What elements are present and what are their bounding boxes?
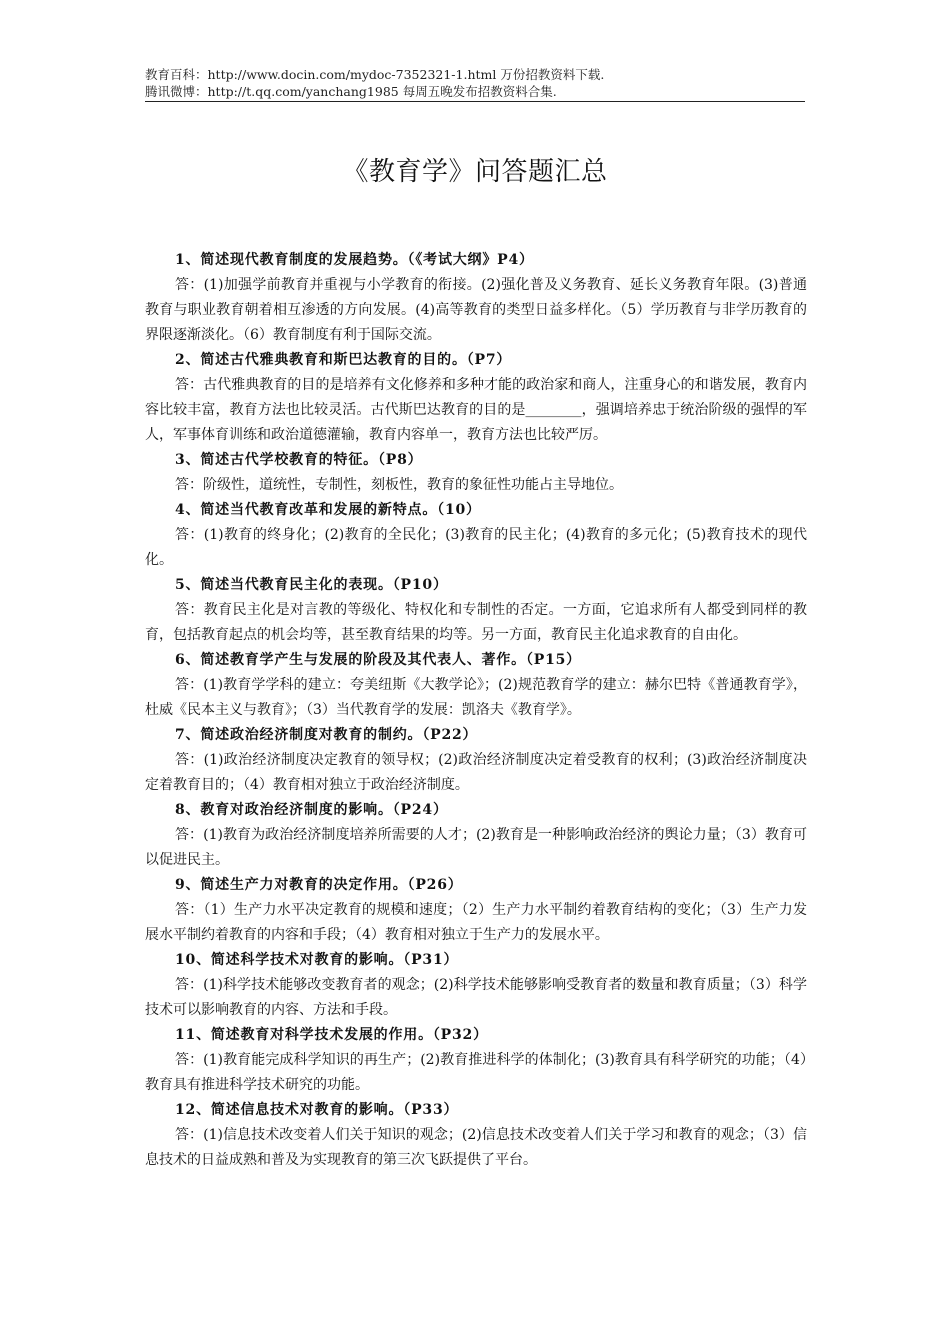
qa-item (145, 573, 807, 648)
answer-text: 答：(1)教育能完成科学知识的再生产；(2)教育推进科学的体制化；(3)教育具有科学研究的功能；（4）教育具有推进科学技术研究的功能。 (145, 1052, 807, 1093)
qa-item (145, 723, 807, 798)
qa-item (145, 648, 807, 723)
qa-item (145, 498, 807, 573)
header-line-docin: 教育百科：http://www.docin.com/mydoc-7352321-1.html 万份招教资料下载. (145, 67, 605, 82)
question-heading: 9、简述生产力对教育的决定作用。（P26） (175, 877, 463, 893)
question-heading: 11、简述教育对科学技术发展的作用。（P32） (175, 1027, 488, 1043)
qa-item (145, 248, 807, 348)
answer-text: 答：教育民主化是对言教的等级化、特权化和专制性的否定。一方面，它追求所有人都受到同样的教育，包括教育起点的机会均等，甚至教育结果的均等。另一方面，教育民主化追求教育的自由化。 (145, 602, 807, 643)
question-heading: 2、简述古代雅典教育和斯巴达教育的目的。（P7） (175, 352, 512, 368)
answer-text: 答：（1）生产力水平决定教育的规模和速度；（2）生产力水平制约着教育结构的变化；（3）生产力发展水平制约着教育的内容和手段；（4）教育相对独立于生产力的发展水平。 (145, 902, 807, 943)
qa-item (145, 1023, 807, 1098)
question-heading: 8、教育对政治经济制度的影响。（P24） (175, 802, 448, 818)
question-heading: 1、简述现代教育制度的发展趋势。（《考试大纲》P4） (175, 252, 534, 268)
question-heading: 7、简述政治经济制度对教育的制约。（P22） (175, 727, 478, 743)
question-heading: 12、简述信息技术对教育的影响。（P33） (175, 1102, 459, 1118)
page-title: 《教育学》问答题汇总 (342, 157, 608, 187)
qa-item (145, 798, 807, 873)
answer-text: 答：(1)加强学前教育并重视与小学教育的衔接。(2)强化普及义务教育、延长义务教育年限。(3)普通教育与职业教育朝着相互渗透的方向发展。(4)高等教育的类型日益多样化。（5）学历教育与非学历教育的界限逐渐淡化。（6）教育制度有利于国际交流。 (145, 277, 807, 343)
answer-text: 答：(1)科学技术能够改变教育者的观念；(2)科学技术能够影响受教育者的数量和教育质量；（3）科学技术可以影响教育的内容、方法和手段。 (145, 977, 807, 1018)
qa-item (145, 948, 807, 1023)
answer-text: 答：(1)教育学学科的建立：夸美纽斯《大教学论》；(2)规范教育学的建立：赫尔巴特《普通教育学》，杜威《民本主义与教育》；（3）当代教育学的发展：凯洛夫《教育学》。 (145, 677, 807, 718)
header-line-weibo: 腾讯微博：http://t.qq.com/yanchang1985 每周五晚发布招教资料合集. (145, 84, 557, 99)
answer-text: 答：(1)信息技术改变着人们关于知识的观念；(2)信息技术改变着人们关于学习和教育的观念；（3）信息技术的日益成熟和普及为实现教育的第三次飞跃提供了平台。 (145, 1127, 807, 1168)
answer-text: 答：(1)政治经济制度决定教育的领导权；(2)政治经济制度决定着受教育的权利；(3)政治经济制度决定着教育目的；（4）教育相对独立于政治经济制度。 (145, 752, 807, 793)
page-header (145, 66, 805, 102)
answer-text: 答：(1)教育的终身化；(2)教育的全民化；(3)教育的民主化；(4)教育的多元化；(5)教育技术的现代化。 (145, 527, 807, 568)
qa-item (145, 348, 807, 448)
qa-list (145, 248, 807, 1173)
question-heading: 10、简述科学技术对教育的影响。（P31） (175, 952, 459, 968)
answer-text: 答：古代雅典教育的目的是培养有文化修养和多种才能的政治家和商人，注重身心的和谐发展，教育内容比较丰富，教育方法也比较灵活。古代斯巴达教育的目的是________，强调培养忠于统治阶级的强悍的军人，军事体育训练和政治道德灌输，教育内容单一，教育方法也比较严厉。 (145, 377, 807, 443)
question-heading: 6、简述教育学产生与发展的阶段及其代表人、著作。（P15） (175, 652, 581, 668)
question-heading: 5、简述当代教育民主化的表现。（P10） (175, 577, 448, 593)
question-heading: 3、简述古代学校教育的特征。（P8） (175, 452, 423, 468)
question-heading: 4、简述当代教育改革和发展的新特点。（10） (175, 502, 481, 518)
qa-item (145, 448, 807, 498)
qa-item (145, 873, 807, 948)
qa-item (145, 1098, 807, 1173)
answer-text: 答：阶级性，道统性，专制性，刻板性，教育的象征性功能占主导地位。 (175, 477, 623, 493)
answer-text: 答：(1)教育为政治经济制度培养所需要的人才；(2)教育是一种影响政治经济的舆论力量；（3）教育可以促进民主。 (145, 827, 807, 868)
